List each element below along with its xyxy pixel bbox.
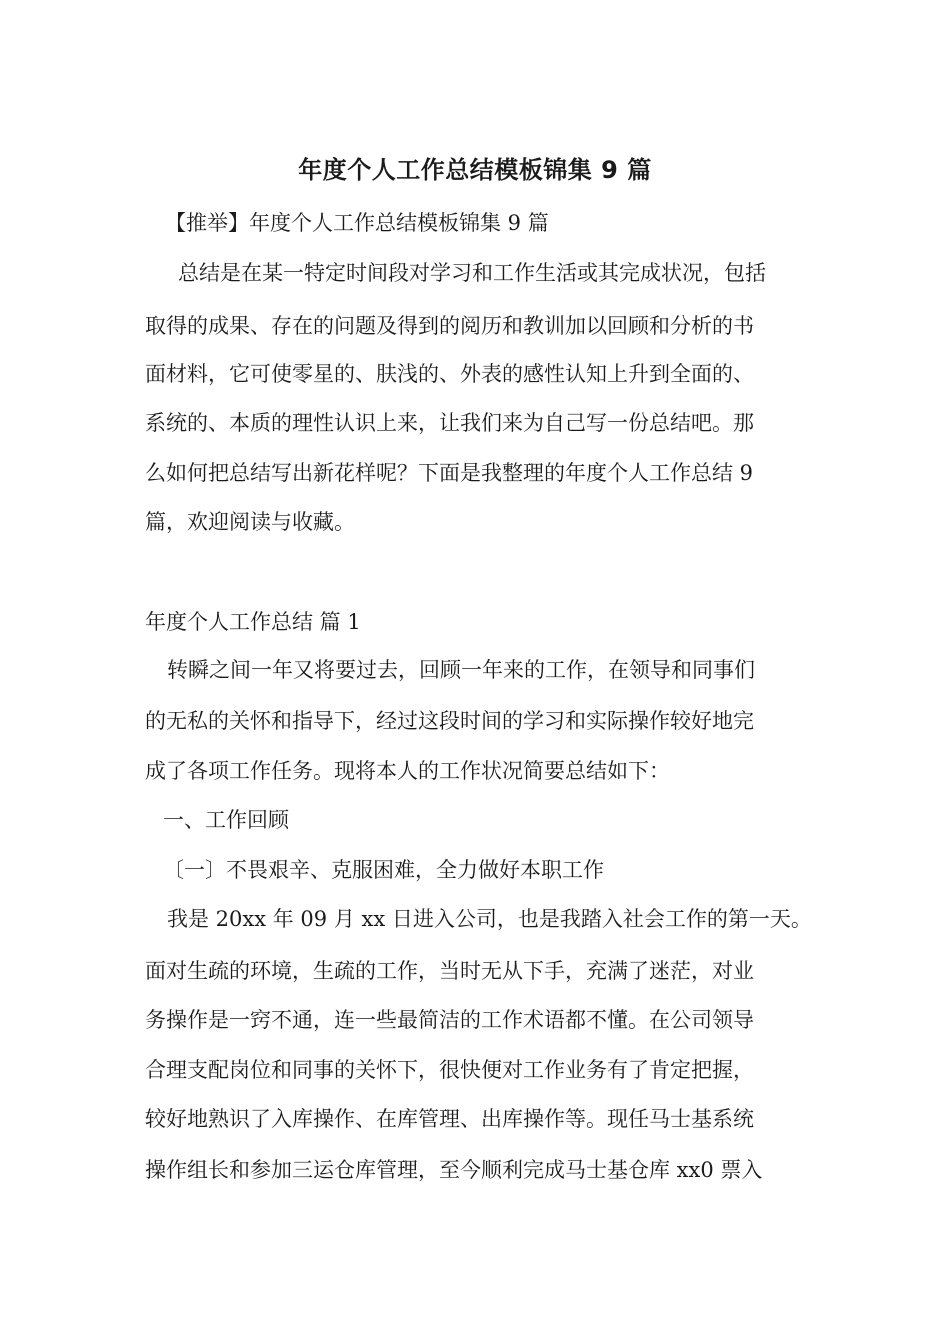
- para2-line-4: 合理支配岗位和同事的关怀下，很快便对工作业务有了肯定把握，: [145, 1058, 754, 1082]
- section-heading: 年度个人工作总结 篇 1: [145, 610, 361, 634]
- intro-line-3: 面材料，它可使零星的、肤浅的、外表的感性认知上升到全面的、: [145, 362, 754, 386]
- intro-line-6: 篇，欢迎阅读与收藏。: [145, 510, 355, 534]
- para2-line-5: 较好地熟识了入库操作、在库管理、出库操作等。现任马士基系统: [145, 1107, 754, 1131]
- para1-line-3: 成了各项工作任务。现将本人的工作状况简要总结如下：: [145, 759, 670, 783]
- subheading-one: 〔一〕不畏艰辛、克服困难，全力做好本职工作: [163, 858, 604, 882]
- heading-one: 一、工作回顾: [163, 808, 289, 832]
- recommend-line: 【推举】年度个人工作总结模板锦集 9 篇: [165, 211, 549, 235]
- intro-line-5: 么如何把总结写出新花样呢？下面是我整理的年度个人工作总结 9: [145, 461, 754, 485]
- para2-line-3: 务操作是一窍不通，连一些最简洁的工作术语都不懂。在公司领导: [145, 1008, 754, 1032]
- para2-line-2: 面对生疏的环境，生疏的工作，当时无从下手，充满了迷茫，对业: [145, 959, 754, 983]
- para2-line-1: 我是 20xx 年 09 月 xx 日进入公司，也是我踏入社会工作的第一天。: [167, 907, 812, 931]
- para1-line-2: 的无私的关怀和指导下，经过这段时间的学习和实际操作较好地完: [145, 709, 754, 733]
- para1-line-1: 转瞬之间一年又将要过去，回顾一年来的工作，在领导和同事们: [167, 658, 755, 682]
- para2-line-6: 操作组长和参加三运仓库管理，至今顺利完成马士基仓库 xx0 票入: [145, 1158, 763, 1182]
- intro-line-2: 取得的成果、存在的问题及得到的阅历和教训加以回顾和分析的书: [145, 314, 754, 338]
- intro-line-1: 总结是在某一特定时间段对学习和工作生活或其完成状况，包括: [178, 261, 766, 285]
- document-title: 年度个人工作总结模板锦集 9 篇: [298, 156, 652, 184]
- intro-line-4: 系统的、本质的理性认识上来，让我们来为自己写一份总结吧。那: [145, 411, 754, 435]
